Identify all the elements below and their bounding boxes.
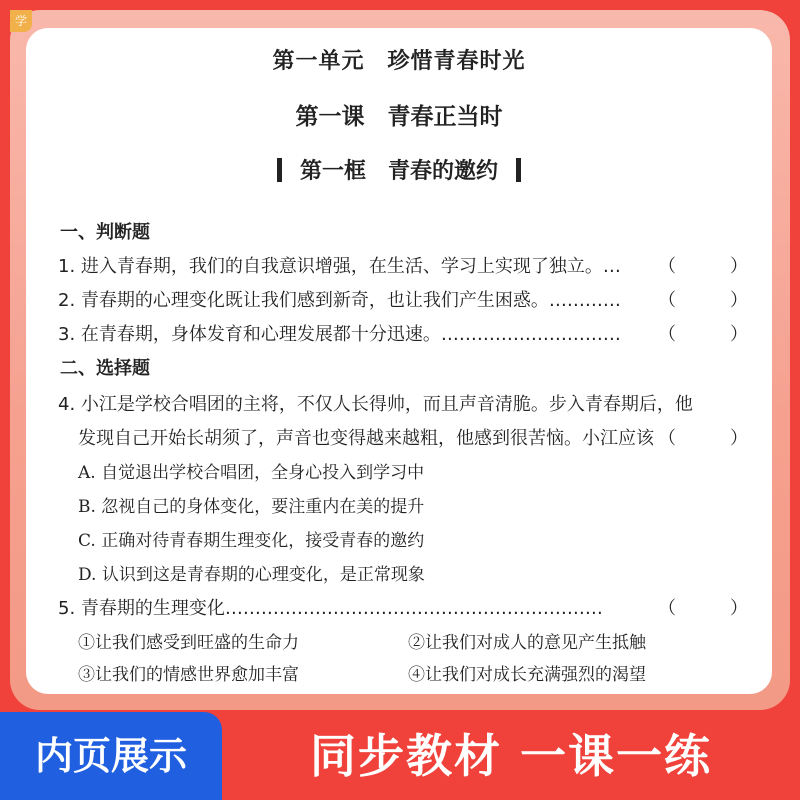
question-text: 3. 在青春期，身体发育和心理发展都十分迅速。………………………… [58,324,621,345]
question-3 [58,320,748,346]
banner-left-text: 内页展示 [34,734,187,778]
question-text: 2. 青春期的心理变化既让我们感到新奇，也让我们产生困惑。………… [58,290,621,311]
section-title-choice: 二、选择题 [60,358,150,379]
right-bar-decoration [516,158,521,182]
banner-right-text: 同步教材 一课一练 [309,729,712,783]
left-bar-decoration [277,158,282,182]
frame-title: 第一框 青春的邀约 [299,158,498,184]
answer-bracket[interactable]: （ ） [658,290,748,311]
section-title-judgement: 一、判断题 [60,222,150,243]
question-1 [58,252,748,278]
question-text: 1. 进入青春期，我们的自我意识增强，在生活、学习上实现了独立。… [58,256,621,277]
answer-bracket[interactable]: （ ） [658,324,748,345]
question-text: 发现自己开始长胡须了，声音也变得越来越粗，他感到很苦恼。小江应该 [78,428,654,449]
q5-item-3: ③让我们的情感世界愈加丰富 [78,665,299,685]
question-2 [58,286,748,312]
lesson-title: 第一课 青春正当时 [295,103,503,130]
q5-item-1: ①让我们感受到旺盛的生命力 [78,633,299,653]
option-d[interactable]: D. 认识到这是青春期的心理变化，是正常现象 [78,565,425,585]
worksheet-page [26,28,772,694]
option-c[interactable]: C. 正确对待青春期生理变化，接受青春的邀约 [78,531,425,551]
question-text: 5. 青春期的生理变化……………………………………………………… [58,598,603,619]
question-4-line1: 4. 小江是学校合唱团的主将，不仅人长得帅，而且声音清脆。步入青春期后，他 [58,394,693,415]
answer-bracket[interactable]: （ ） [658,598,748,619]
q5-item-2: ②让我们对成人的意见产生抵触 [408,633,646,653]
q5-item-4: ④让我们对成长充满强烈的渴望 [408,665,646,685]
frame-title-row [26,154,772,185]
option-b[interactable]: B. 忽视自己的身体变化，要注重内在美的提升 [78,497,425,517]
banner-right [222,712,800,800]
banner-left [0,712,222,800]
answer-bracket[interactable]: （ ） [658,428,748,449]
unit-title: 第一单元 珍惜青春时光 [272,48,526,74]
question-4-line2 [78,424,748,450]
corner-logo: 学 [10,10,32,32]
question-5 [58,594,748,620]
option-a[interactable]: A. 自觉退出学校合唱团，全身心投入到学习中 [78,463,425,483]
answer-bracket[interactable]: （ ） [658,256,748,277]
